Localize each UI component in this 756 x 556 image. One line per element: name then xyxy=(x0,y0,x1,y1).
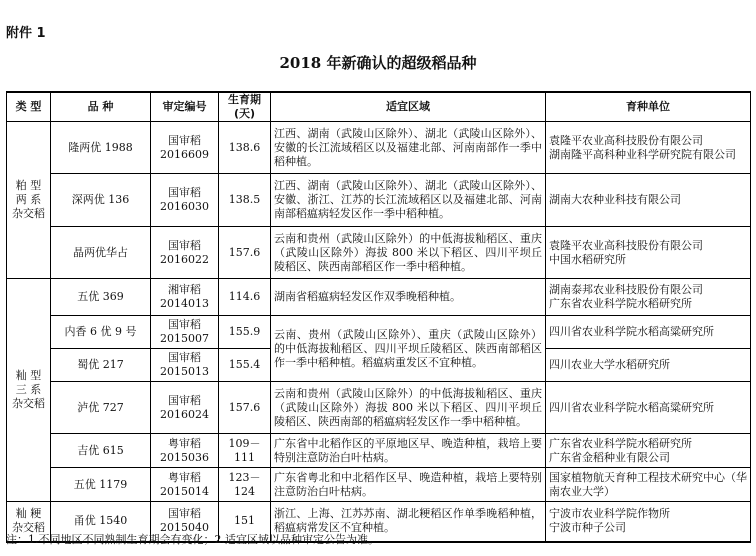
code-cell: 国审稻 2015007 xyxy=(151,316,219,349)
period-cell: 155.4 xyxy=(219,349,271,382)
super-rice-table xyxy=(6,91,751,543)
type-cell: 粕 型 两 系 杂交稻 xyxy=(7,122,51,279)
period-cell: 123－124 xyxy=(219,468,271,502)
period-cell: 109－111 xyxy=(219,434,271,468)
header-area: 适宜区域 xyxy=(271,92,546,122)
document-title: 2018 年新确认的超级稻品种 xyxy=(279,54,477,72)
type-cell: 籼 型 三 系 杂交稻 xyxy=(7,279,51,502)
unit-cell: 湖南泰邦农业科技股份有限公司 广东省农业科学院水稻研究所 xyxy=(546,279,751,316)
table-row xyxy=(7,316,751,349)
variety-cell: 隆两优 1988 xyxy=(51,122,151,174)
period-cell: 157.6 xyxy=(219,227,271,279)
unit-cell: 四川农业大学水稻研究所 xyxy=(546,349,751,382)
table-header-row xyxy=(7,92,751,122)
code-cell: 国审稻 2016024 xyxy=(151,382,219,434)
unit-cell: 袁隆平农业高科技股份有限公司 湖南隆平高科种业科学研究院有限公司 xyxy=(546,122,751,174)
area-cell: 广东省中北稻作区的平原地区早、晚造种植，栽培上要特别注意防治白叶枯病。 xyxy=(271,434,546,468)
table-row xyxy=(7,279,751,316)
variety-cell: 蜀优 217 xyxy=(51,349,151,382)
unit-cell: 四川省农业科学院水稻高粱研究所 xyxy=(546,382,751,434)
table-row xyxy=(7,227,751,279)
area-cell: 浙江、上海、江苏苏南、湖北粳稻区作单季晚稻种植，稻瘟病常发区不宜种植。 xyxy=(271,502,546,542)
attachment-label: 附件 1 xyxy=(6,26,46,41)
header-type: 类 型 xyxy=(7,92,51,122)
variety-cell: 甬优 1540 xyxy=(51,502,151,542)
code-cell: 粤审稻 2015036 xyxy=(151,434,219,468)
code-cell: 国审稻 2016022 xyxy=(151,227,219,279)
area-cell: 广东省粤北和中北稻作区早、晚造种植，栽培上要特别注意防治白叶枯病。 xyxy=(271,468,546,502)
header-code: 审定编号 xyxy=(151,92,219,122)
variety-cell: 泸优 727 xyxy=(51,382,151,434)
variety-cell: 晶两优华占 xyxy=(51,227,151,279)
footnote: 注：1.不同地区不同熟制生育期会有变化；2.适宜区域以品种审定公告为准。 xyxy=(6,533,379,546)
area-cell: 云南和贵州（武陵山区除外）的中低海拔籼稻区、重庆（武陵山区除外）海拔 800 米以下稻区、四川平坝丘陵稻区、陕西南部稻区作一季中稻种植。 xyxy=(271,227,546,279)
variety-cell: 深两优 136 xyxy=(51,174,151,227)
code-cell: 国审稻 2016609 xyxy=(151,122,219,174)
period-cell: 114.6 xyxy=(219,279,271,316)
period-cell: 151 xyxy=(219,502,271,542)
period-cell: 157.6 xyxy=(219,382,271,434)
table-row xyxy=(7,468,751,502)
unit-cell: 湖南大农种业科技有限公司 xyxy=(546,174,751,227)
area-cell: 江西、湖南（武陵山区除外）、湖北（武陵山区除外）、安徽的长江流域稻区以及福建北部、河南南部作一季中稻种植。 xyxy=(271,122,546,174)
header-variety: 品 种 xyxy=(51,92,151,122)
variety-cell: 吉优 615 xyxy=(51,434,151,468)
period-cell: 138.6 xyxy=(219,122,271,174)
header-period: 生育期(天) xyxy=(219,92,271,122)
code-cell: 国审稻 2016030 xyxy=(151,174,219,227)
table-row xyxy=(7,174,751,227)
area-cell: 云南和贵州（武陵山区除外）的中低海拔籼稻区、重庆（武陵山区除外）海拔 800 米以下稻区、四川平坝丘陵稻区、陕西南部的稻瘟病轻发区作一季中稻种植。 xyxy=(271,382,546,434)
unit-cell: 宁波市农业科学院作物所 宁波市种子公司 xyxy=(546,502,751,542)
code-cell: 国审稻 2015013 xyxy=(151,349,219,382)
area-cell: 江西、湖南（武陵山区除外）、湖北（武陵山区除外）、安徽、浙江、江苏的长江流域稻区以及福建北部、河南南部稻瘟病轻发区作一季中稻种植。 xyxy=(271,174,546,227)
variety-cell: 五优 1179 xyxy=(51,468,151,502)
type-cell: 籼 粳 杂交稻 xyxy=(7,502,51,542)
area-cell: 湖南省稻瘟病轻发区作双季晚稻种植。 xyxy=(271,279,546,316)
table-row xyxy=(7,434,751,468)
code-cell: 国审稻 2015040 xyxy=(151,502,219,542)
variety-cell: 五优 369 xyxy=(51,279,151,316)
code-cell: 粤审稻 2015014 xyxy=(151,468,219,502)
unit-cell: 袁隆平农业高科技股份有限公司 中国水稻研究所 xyxy=(546,227,751,279)
period-cell: 155.9 xyxy=(219,316,271,349)
area-cell: 云南、贵州（武陵山区除外）、重庆（武陵山区除外）的中低海拔籼稻区、四川平坝丘陵稻区、陕西南部稻区作一季中稻种植。稻瘟病重发区不宜种植。 xyxy=(271,316,546,382)
unit-cell: 国家植物航天育种工程技术研究中心（华南农业大学） xyxy=(546,468,751,502)
table-row xyxy=(7,122,751,174)
unit-cell: 广东省农业科学院水稻研究所 广东省金稻种业有限公司 xyxy=(546,434,751,468)
period-cell: 138.5 xyxy=(219,174,271,227)
table-row xyxy=(7,382,751,434)
header-unit: 育种单位 xyxy=(546,92,751,122)
code-cell: 湘审稻 2014013 xyxy=(151,279,219,316)
unit-cell: 四川省农业科学院水稻高粱研究所 xyxy=(546,316,751,349)
variety-cell: 内香 6 优 9 号 xyxy=(51,316,151,349)
